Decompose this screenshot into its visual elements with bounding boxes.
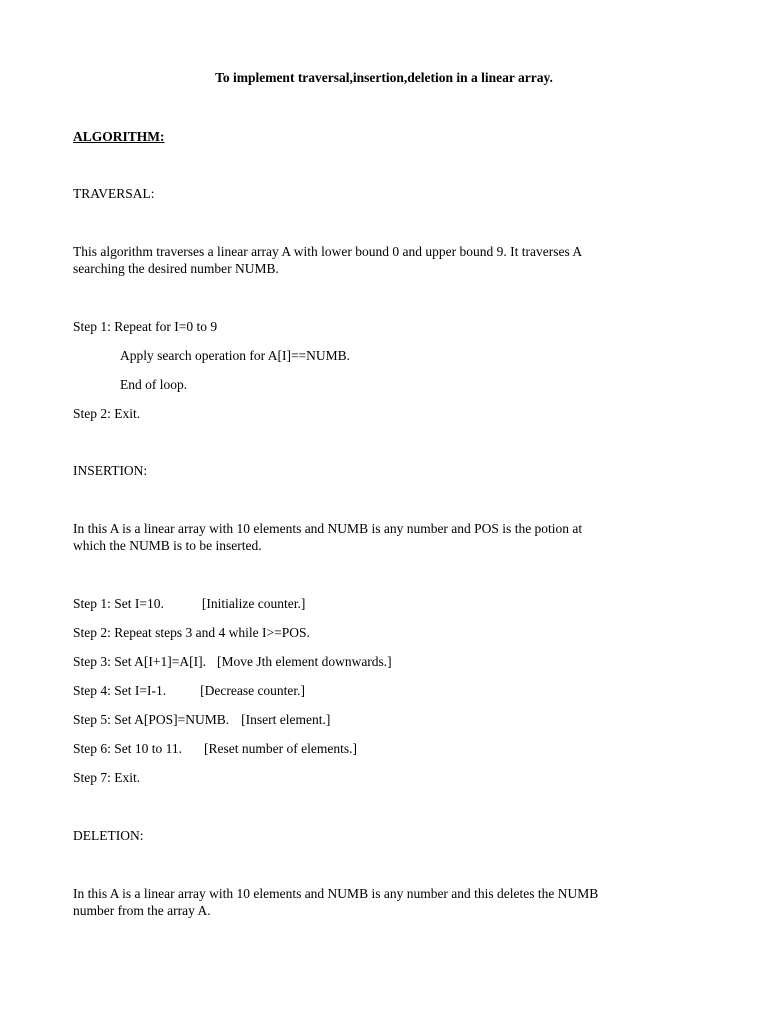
insertion-step-note: [Move Jth element downwards.] xyxy=(216,654,392,669)
insertion-step-note: [Insert element.] xyxy=(241,712,331,727)
document-title: To implement traversal,insertion,deletion in a linear array. xyxy=(215,70,553,85)
insertion-step-4 xyxy=(73,682,305,699)
traversal-heading: TRAVERSAL: xyxy=(73,186,155,201)
deletion-desc-line1: In this A is a linear array with 10 elements and NUMB is any number and this deletes the NUMB xyxy=(73,886,599,901)
insertion-step-text: Step 5: Set A[POS]=NUMB. xyxy=(73,712,230,727)
insertion-step-6 xyxy=(73,740,357,757)
insertion-step-text: Step 7: Exit. xyxy=(73,770,141,785)
traversal-desc-line2: searching the desired number NUMB. xyxy=(73,261,279,276)
insertion-step-note: [Reset number of elements.] xyxy=(204,741,357,756)
insertion-step-text: Step 3: Set A[I+1]=A[I]. xyxy=(73,654,206,669)
insertion-step-text: Step 2: Repeat steps 3 and 4 while I>=POS. xyxy=(73,625,310,640)
insertion-step-3 xyxy=(73,653,392,670)
insertion-desc-line2: which the NUMB is to be inserted. xyxy=(73,538,262,553)
traversal-step-1b: End of loop. xyxy=(120,377,188,392)
traversal-step-1a: Apply search operation for A[I]==NUMB. xyxy=(120,348,351,363)
insertion-step-text: Step 1: Set I=10. xyxy=(73,596,164,611)
traversal-desc-line1: This algorithm traverses a linear array A with lower bound 0 and upper bound 9. It traverses A xyxy=(73,244,583,259)
deletion-desc-line2: number from the array A. xyxy=(73,903,211,918)
insertion-step-1 xyxy=(73,595,305,612)
insertion-step-5 xyxy=(73,711,330,728)
insertion-step-text: Step 4: Set I=I-1. xyxy=(73,683,167,698)
insertion-step-2 xyxy=(73,624,310,641)
deletion-heading: DELETION: xyxy=(73,828,144,843)
algorithm-heading: ALGORITHM: xyxy=(73,129,165,144)
insertion-step-note: [Decrease counter.] xyxy=(200,683,306,698)
traversal-step-1: Step 1: Repeat for I=0 to 9 xyxy=(73,319,218,334)
insertion-step-text: Step 6: Set 10 to 11. xyxy=(73,741,183,756)
traversal-step-2: Step 2: Exit. xyxy=(73,406,141,421)
insertion-desc-line1: In this A is a linear array with 10 elements and NUMB is any number and POS is the potion at xyxy=(73,521,583,536)
insertion-step-7 xyxy=(73,769,140,786)
insertion-heading: INSERTION: xyxy=(73,463,148,478)
insertion-step-note: [Initialize counter.] xyxy=(201,596,306,611)
